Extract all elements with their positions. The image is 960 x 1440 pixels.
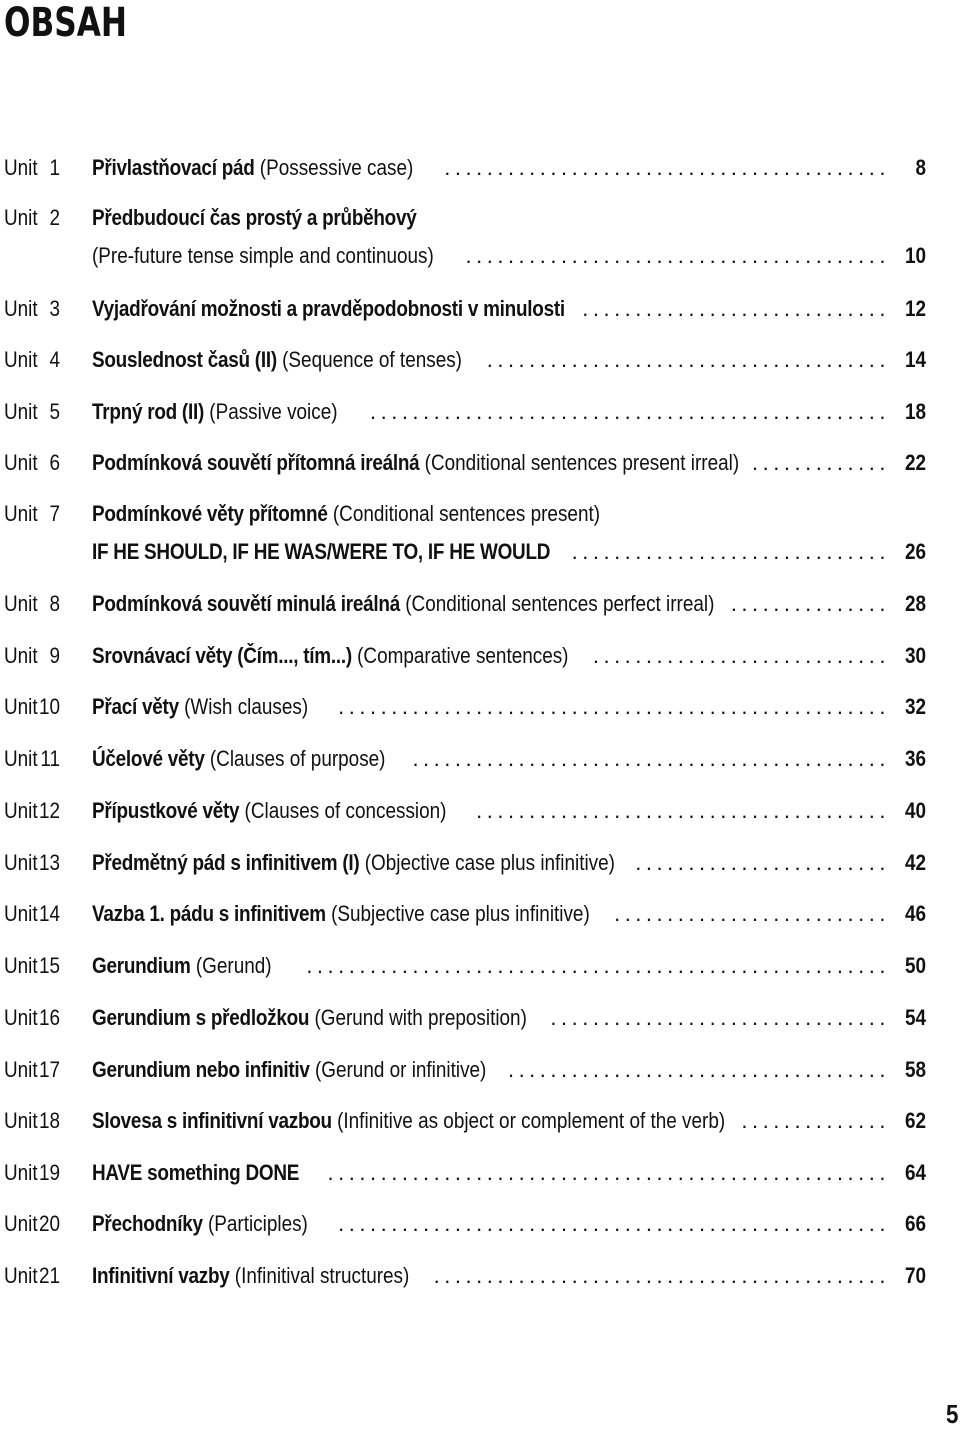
page-number: 5	[945, 1399, 958, 1429]
entry-title-english: (Pre-future tense simple and continuous)	[92, 243, 434, 268]
unit-label	[4, 343, 60, 377]
dot-leader: ........................	[635, 850, 890, 875]
unit-word: Unit	[4, 953, 38, 978]
unit-label	[4, 587, 60, 621]
unit-number: 20	[38, 1211, 61, 1236]
entry-title-czech: Podmínková souvětí přítomná ireálná	[92, 450, 420, 475]
dot-leader: ..........................	[614, 901, 890, 926]
entry-title-english: (Clauses of concession)	[239, 798, 447, 823]
unit-number: 4	[49, 347, 61, 372]
entry-title-czech: Souslednost časů (II)	[92, 347, 277, 372]
entry-title-english: (Passive voice)	[204, 399, 338, 424]
entry-page-number: 8	[915, 155, 926, 180]
unit-word: Unit	[4, 450, 38, 475]
unit-number: 19	[38, 1160, 61, 1185]
entry-title-english: (Participles)	[202, 1211, 308, 1236]
dot-leader: ............................	[592, 643, 890, 668]
entry-title-english: (Objective case plus infinitive)	[359, 850, 615, 875]
unit-word: Unit	[4, 205, 38, 230]
dot-leader: ....................................................	[338, 694, 890, 719]
dot-leader: .......................................	[476, 798, 890, 823]
entry-title-czech: Vazba 1. pádu s infinitivem	[92, 901, 326, 926]
entry-title-english: (Conditional sentences perfect irreal)	[399, 591, 715, 616]
entry-title-english: (Infinitival structures)	[229, 1263, 410, 1288]
unit-number: 16	[38, 1005, 61, 1030]
unit-number: 3	[49, 296, 61, 321]
unit-label	[4, 1053, 60, 1087]
dot-leader: .............................	[582, 296, 890, 321]
unit-label	[4, 846, 60, 880]
entry-title-czech: Infinitivní vazby	[92, 1263, 230, 1288]
entry-page-number: 40	[904, 798, 926, 823]
unit-number: 2	[49, 205, 61, 230]
entry-title-czech: Gerundium	[92, 953, 191, 978]
unit-label	[4, 446, 60, 480]
entry-title-czech: Trpný rod (II)	[92, 399, 205, 424]
unit-word: Unit	[4, 901, 38, 926]
entry-title-english: (Clauses of purpose)	[204, 746, 386, 771]
entry-title-czech: Slovesa s infinitivní vazbou	[92, 1108, 332, 1133]
unit-number: 15	[38, 953, 61, 978]
entry-title-line	[92, 497, 928, 531]
entry-page-number: 70	[904, 1263, 926, 1288]
unit-label	[4, 201, 60, 235]
entry-title-english: (Possessive case)	[254, 155, 414, 180]
dot-leader: ..............	[741, 1108, 890, 1133]
dot-leader: ...............	[730, 591, 890, 616]
entry-page-number: 36	[904, 746, 926, 771]
entry-title-czech: Přípustkové věty	[92, 798, 240, 823]
page-title: OBSAH	[4, 0, 128, 46]
entry-title-english: (Sequence of tenses)	[276, 347, 462, 372]
unit-word: Unit	[4, 643, 38, 668]
unit-label	[4, 1207, 60, 1241]
entry-title-czech: IF HE SHOULD, IF HE WAS/WERE TO, IF HE WOULD	[92, 539, 551, 564]
entry-page-number: 22	[904, 450, 926, 475]
entry-title-english: (Gerund or infinitive)	[309, 1057, 487, 1082]
dot-leader: .......................................................	[306, 953, 890, 978]
dot-leader: ................................	[550, 1005, 890, 1030]
unit-number: 5	[49, 399, 61, 424]
dot-leader: ......................................	[486, 347, 890, 372]
unit-word: Unit	[4, 694, 38, 719]
unit-word: Unit	[4, 850, 38, 875]
dot-leader: ..........................................	[444, 155, 890, 180]
unit-label	[4, 639, 60, 673]
unit-number: 1	[49, 155, 61, 180]
unit-number: 11	[40, 746, 61, 771]
unit-word: Unit	[4, 1160, 38, 1185]
unit-label	[4, 897, 60, 931]
unit-word: Unit	[4, 399, 38, 424]
unit-label	[4, 742, 60, 776]
unit-label	[4, 395, 60, 429]
unit-label	[4, 794, 60, 828]
entry-title-english: (Comparative sentences)	[351, 643, 569, 668]
unit-word: Unit	[4, 798, 38, 823]
entry-title-czech: Účelové věty	[92, 746, 205, 771]
entry-title-czech: Přivlastňovací pád	[92, 155, 255, 180]
unit-number: 8	[49, 591, 61, 616]
entry-title-czech: Gerundium nebo infinitiv	[92, 1057, 310, 1082]
entry-title-english: (Wish clauses)	[178, 694, 309, 719]
unit-label	[4, 1259, 60, 1293]
unit-number: 6	[49, 450, 61, 475]
unit-word: Unit	[4, 155, 38, 180]
entry-title-english: (Gerund with preposition)	[309, 1005, 527, 1030]
unit-word: Unit	[4, 591, 38, 616]
unit-number: 12	[38, 798, 61, 823]
unit-word: Unit	[4, 746, 38, 771]
dot-leader: ...........................................	[433, 1263, 890, 1288]
dot-leader: .................................................	[369, 399, 890, 424]
unit-label	[4, 949, 60, 983]
dot-leader: .............................................	[412, 746, 890, 771]
entry-title-line	[92, 201, 928, 235]
entry-page-number: 58	[904, 1057, 926, 1082]
entry-title-english: (Infinitive as object or complement of the verb)	[331, 1108, 726, 1133]
unit-word: Unit	[4, 1005, 38, 1030]
dot-leader: ..............................	[571, 539, 890, 564]
unit-number: 14	[38, 901, 61, 926]
entry-page-number: 10	[904, 243, 926, 268]
entry-page-number: 18	[904, 399, 926, 424]
dot-leader: ....................................................	[338, 1211, 890, 1236]
entry-page-number: 14	[904, 347, 926, 372]
unit-word: Unit	[4, 296, 38, 321]
entry-page-number: 46	[904, 901, 926, 926]
entry-page-number: 42	[904, 850, 926, 875]
dot-leader: ........................................	[465, 243, 890, 268]
unit-label	[4, 1156, 60, 1190]
unit-number: 10	[38, 694, 61, 719]
entry-title-czech: Podmínkové věty přítomné	[92, 501, 328, 526]
entry-title-czech: Gerundium s předložkou	[92, 1005, 310, 1030]
entry-title-czech: HAVE something DONE	[92, 1160, 300, 1185]
unit-label	[4, 1104, 60, 1138]
entry-page-number: 66	[904, 1211, 926, 1236]
dot-leader: ....................................	[507, 1057, 890, 1082]
entry-title-english: (Gerund)	[190, 953, 272, 978]
entry-title-czech: Srovnávací věty (Čím..., tím...)	[92, 643, 352, 668]
unit-label	[4, 292, 60, 326]
unit-label	[4, 1001, 60, 1035]
entry-page-number: 62	[904, 1108, 926, 1133]
dot-leader: .....................................................	[327, 1160, 890, 1185]
entry-title-czech: Předmětný pád s infinitivem (I)	[92, 850, 360, 875]
unit-word: Unit	[4, 1057, 38, 1082]
unit-label	[4, 151, 60, 185]
entry-page-number: 64	[904, 1160, 926, 1185]
entry-title-english: (Conditional sentences present irreal)	[419, 450, 740, 475]
entry-title-czech: Podmínková souvětí minulá ireálná	[92, 591, 400, 616]
unit-number: 17	[38, 1057, 61, 1082]
entry-title-english: (Subjective case plus infinitive)	[325, 901, 590, 926]
unit-number: 13	[38, 850, 61, 875]
entry-page-number: 32	[904, 694, 926, 719]
entry-title-czech: Přací věty	[92, 694, 179, 719]
entry-title-czech: Vyjadřování možnosti a pravděpodobnosti v minulosti	[92, 296, 565, 321]
unit-label	[4, 497, 60, 531]
unit-word: Unit	[4, 347, 38, 372]
entry-page-number: 30	[904, 643, 926, 668]
unit-word: Unit	[4, 1211, 38, 1236]
entry-title-czech: Přechodníky	[92, 1211, 203, 1236]
unit-word: Unit	[4, 1263, 38, 1288]
entry-page-number: 54	[904, 1005, 926, 1030]
unit-number: 9	[49, 643, 61, 668]
entry-page-number: 50	[904, 953, 926, 978]
unit-number: 21	[38, 1263, 61, 1288]
entry-title-english: (Conditional sentences present)	[327, 501, 601, 526]
unit-word: Unit	[4, 1108, 38, 1133]
unit-number: 18	[38, 1108, 61, 1133]
entry-page-number: 28	[904, 591, 926, 616]
entry-title-czech: Předbudoucí čas prostý a průběhový	[92, 205, 417, 230]
unit-number: 7	[49, 501, 61, 526]
entry-page-number: 12	[904, 296, 926, 321]
entry-page-number: 26	[904, 539, 926, 564]
unit-label	[4, 690, 60, 724]
dot-leader: .............	[752, 450, 890, 475]
unit-word: Unit	[4, 501, 38, 526]
